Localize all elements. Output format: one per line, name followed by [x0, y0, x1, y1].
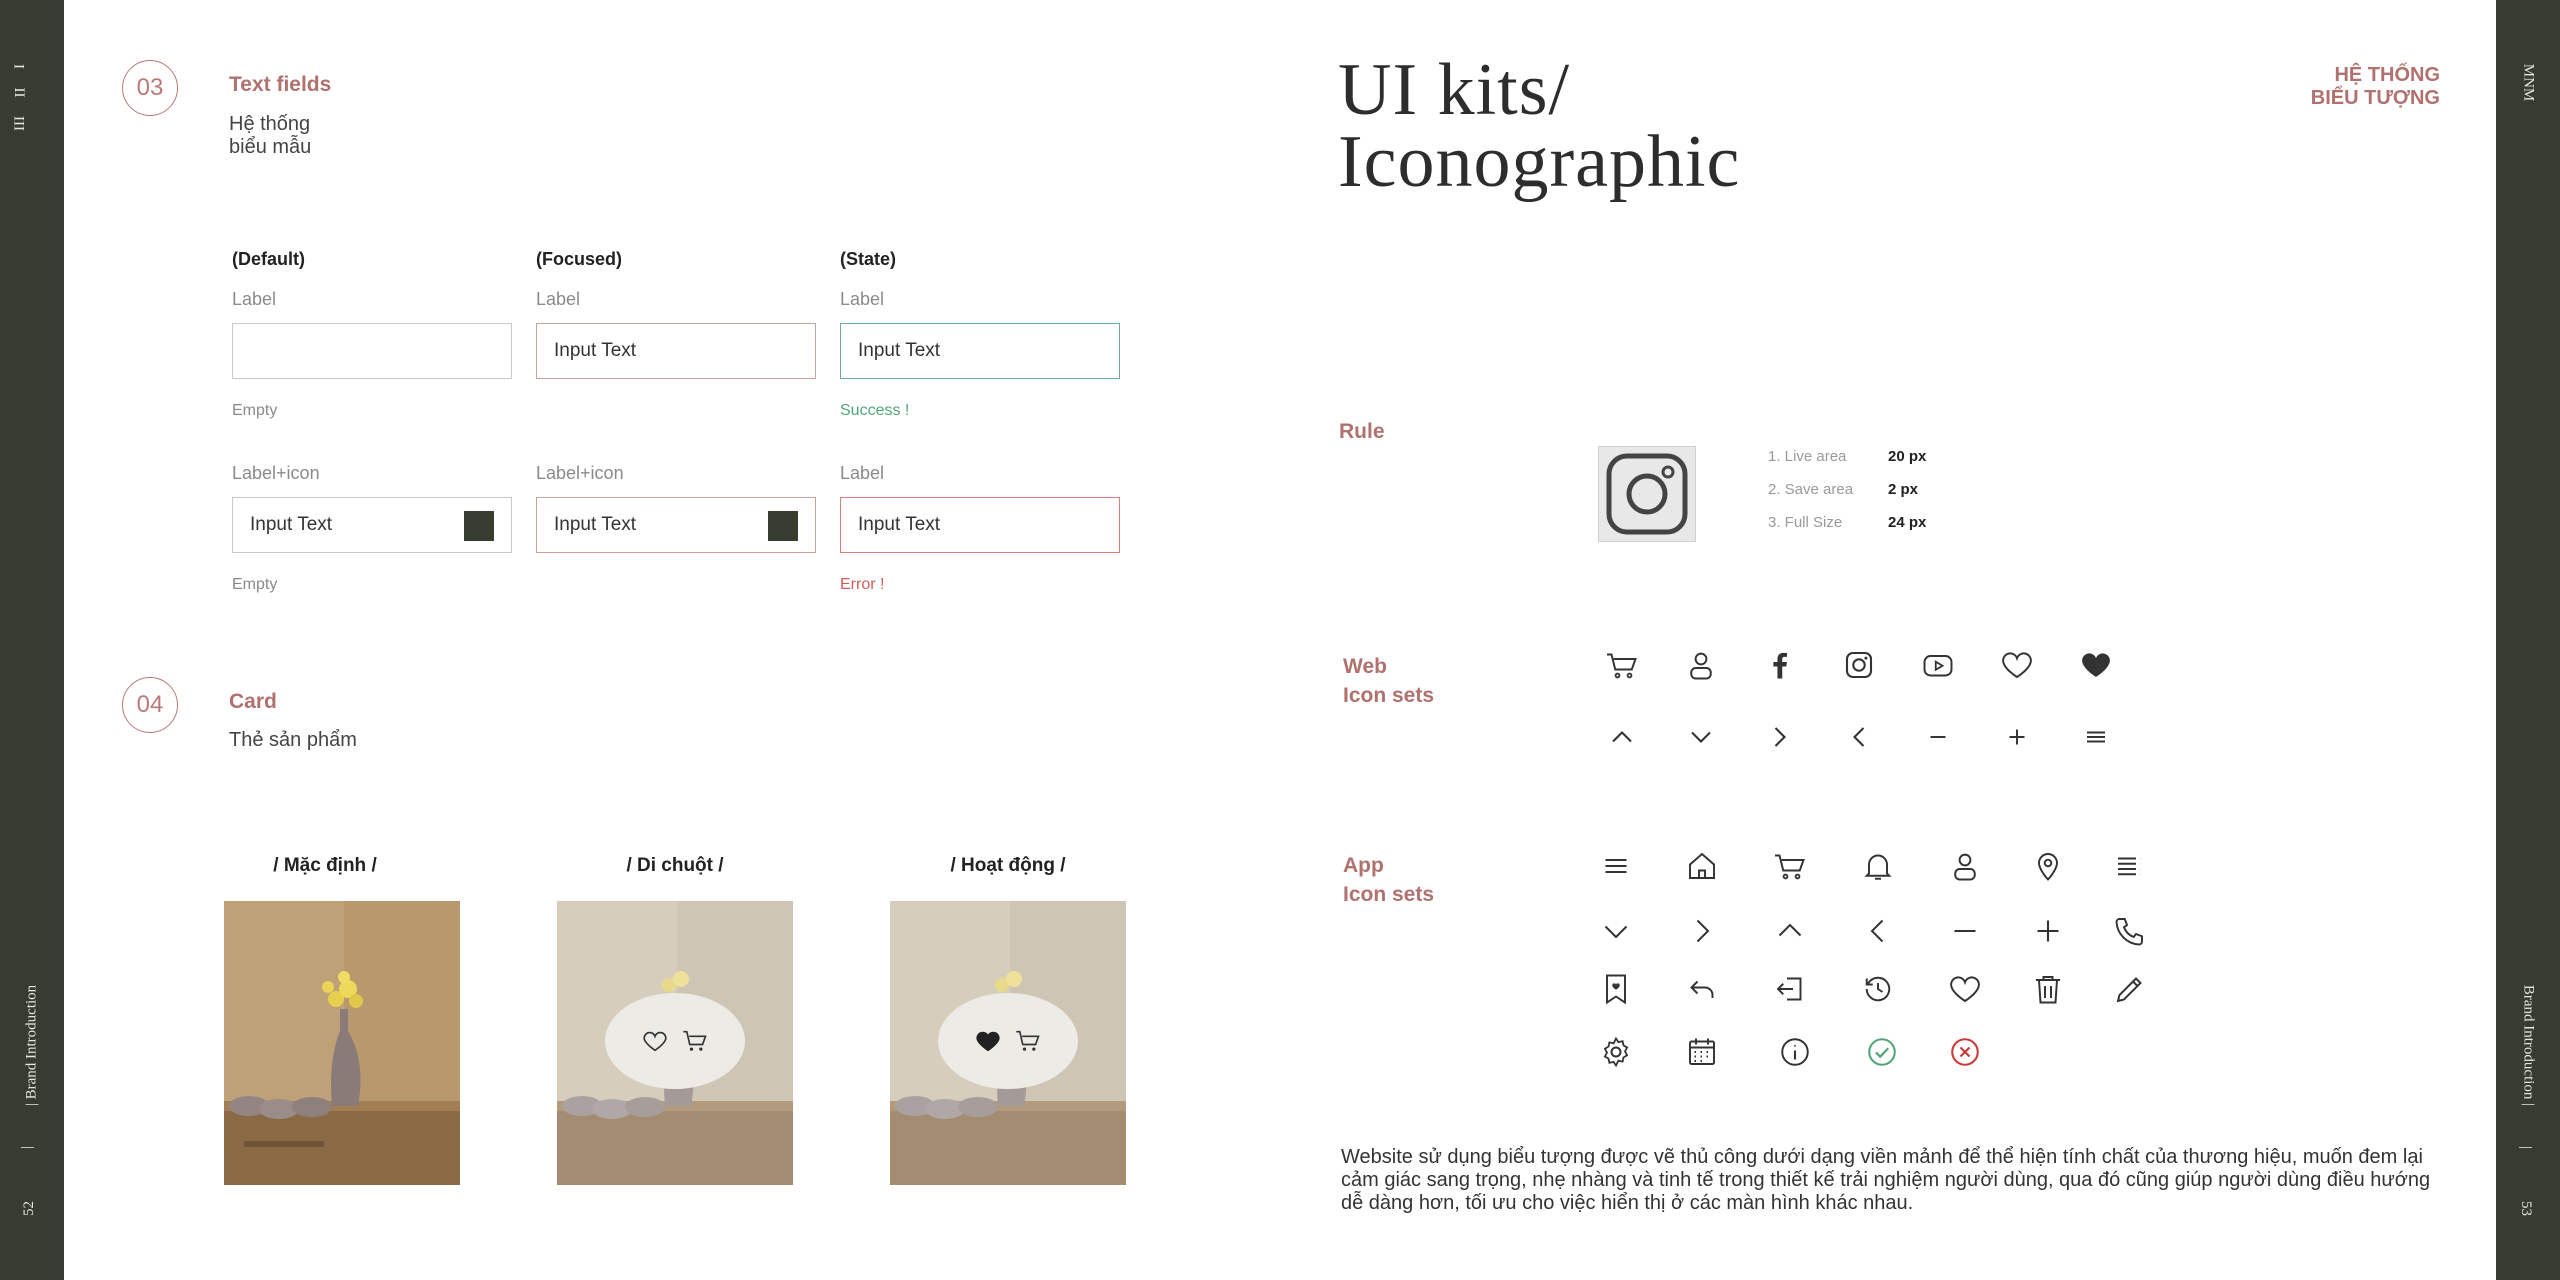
phone-icon: [2112, 913, 2148, 949]
text-field-error[interactable]: [840, 497, 1120, 553]
logout-icon: [1772, 971, 1808, 1007]
chevron-left-icon: [1841, 719, 1877, 755]
sidebar-divider: |: [19, 1145, 36, 1150]
user-icon: [1947, 848, 1983, 884]
cart-icon: [1772, 848, 1808, 884]
error-icon: [1947, 1034, 1983, 1070]
state-focused-heading: (Focused): [536, 249, 623, 269]
helper-text: Empty: [232, 576, 278, 593]
brand-introduction-label: | Brand Introduction: [23, 984, 40, 1107]
rule-spec-label: 3. Full Size: [1768, 514, 1843, 531]
settings-icon: [1598, 1034, 1634, 1070]
app-icon-sets-title: App Icon sets: [1343, 854, 1435, 906]
brand-logo-text: MNM: [2520, 63, 2537, 102]
text-field-default[interactable]: [232, 323, 512, 379]
brand-introduction-label: Brand Introduction |: [2520, 984, 2537, 1107]
trash-icon: [2030, 971, 2066, 1007]
section-subtitle: Hệ thống biểu mẫu: [229, 113, 312, 158]
rule-title: Rule: [1339, 420, 1385, 443]
home-icon: [1684, 848, 1720, 884]
roman-numeral-2: II: [12, 87, 29, 98]
bell-icon: [1860, 848, 1896, 884]
section-title: Text fields: [229, 73, 332, 96]
chevron-down-icon: [1683, 719, 1719, 755]
product-photo: [224, 901, 460, 1185]
rule-spec-label: 2. Save area: [1768, 481, 1854, 498]
menu-icon: [1598, 848, 1634, 884]
heart-filled-icon[interactable]: [974, 1027, 1002, 1055]
product-card-default[interactable]: [224, 901, 460, 1185]
state-state-heading: (State): [840, 249, 897, 269]
rule-spec-label: 1. Live area: [1768, 448, 1847, 465]
plus-icon: [2030, 913, 2066, 949]
chevron-up-icon: [1772, 913, 1808, 949]
field-value: Input Text: [554, 340, 637, 361]
field-label: Label: [232, 289, 277, 309]
pencil-icon: [2112, 971, 2148, 1007]
field-label: Label: [840, 463, 885, 483]
field-label: Label: [536, 289, 581, 309]
bookmark-heart-icon: [1598, 971, 1634, 1007]
left-sidebar: [0, 0, 64, 1280]
roman-numeral-3: III: [12, 116, 28, 131]
text-field-success[interactable]: [840, 323, 1120, 379]
list-icon: [2112, 848, 2148, 884]
iconography-description: Website sử dụng biểu tượng được vẽ thủ công dưới dạng viền mảnh để thể hiện tính chất của thương hiệu, muốn đem lại cảm giác sang trọng, nhẹ nhàng và tinh tế trong thiết kế trải nghiệm người dùng, qua đó cũng giúp người dùng điều hướng dễ dàng hơn, tối ưu cho việc hiển thị ở các màn hình khác nhau.: [1341, 1146, 2431, 1214]
card-action-overlay: [605, 993, 745, 1089]
section-title: Card: [229, 690, 277, 713]
user-icon: [1683, 647, 1719, 683]
heart-outline-icon: [1999, 647, 2035, 683]
field-label: Label: [840, 289, 885, 309]
rule-example-instagram-icon: [1598, 446, 1696, 542]
instagram-icon: [1841, 647, 1877, 683]
minus-icon: [1947, 913, 1983, 949]
cart-icon[interactable]: [1014, 1027, 1042, 1055]
cart-icon: [1604, 647, 1640, 683]
card-state-title: / Hoạt động /: [950, 855, 1066, 876]
state-default-heading: (Default): [232, 249, 305, 269]
field-square-icon[interactable]: [768, 511, 798, 541]
location-icon: [2030, 848, 2066, 884]
success-icon: [1864, 1034, 1900, 1070]
chevron-left-icon: [1860, 913, 1896, 949]
cart-icon[interactable]: [681, 1027, 709, 1055]
card-state-title: / Di chuột /: [626, 855, 724, 876]
page-number: 53: [2518, 1201, 2534, 1216]
field-square-icon[interactable]: [464, 511, 494, 541]
minus-icon: [1920, 719, 1956, 755]
roman-numeral-1: I: [12, 64, 28, 69]
product-card-hover[interactable]: [557, 901, 793, 1185]
section-number-badge: 04: [122, 677, 178, 733]
field-label: Label+icon: [536, 463, 624, 483]
sidebar-divider: |: [2518, 1145, 2535, 1150]
calendar-icon: [1684, 1034, 1720, 1070]
page-heading: HỆ THỐNG BIỂU TƯỢNG: [2310, 64, 2440, 109]
text-field-focused[interactable]: [536, 323, 816, 379]
field-value: Input Text: [858, 340, 941, 361]
text-field-with-icon[interactable]: [232, 497, 512, 553]
reply-icon: [1684, 971, 1720, 1007]
page-title: UI kits/ Iconographic: [1338, 49, 1741, 203]
helper-text: Empty: [232, 402, 278, 419]
heart-outline-icon[interactable]: [641, 1027, 669, 1055]
chevron-down-icon: [1598, 913, 1634, 949]
youtube-icon: [1920, 647, 1956, 683]
rule-spec-value: 24 px: [1888, 514, 1927, 531]
product-card-active[interactable]: [890, 901, 1126, 1185]
chevron-right-icon: [1684, 913, 1720, 949]
section-subtitle: Thẻ sản phẩm: [229, 729, 357, 751]
rule-spec-value: 20 px: [1888, 448, 1927, 465]
helper-text-success: Success !: [840, 402, 910, 419]
rule-spec-value: 2 px: [1888, 481, 1919, 498]
card-state-title: / Mặc định /: [273, 855, 377, 876]
section-number-badge: 03: [122, 60, 178, 116]
field-value: Input Text: [554, 514, 637, 535]
card-action-overlay: [938, 993, 1078, 1089]
helper-text-error: Error !: [840, 576, 885, 593]
right-sidebar: [2496, 0, 2560, 1280]
field-label: Label+icon: [232, 463, 320, 483]
field-value: Input Text: [858, 514, 941, 535]
text-field-with-icon-focused[interactable]: [536, 497, 816, 553]
chevron-right-icon: [1762, 719, 1798, 755]
history-icon: [1860, 971, 1896, 1007]
menu-icon: [2078, 719, 2114, 755]
page-number: 52: [21, 1201, 37, 1216]
heart-filled-icon: [2078, 647, 2114, 683]
plus-icon: [1999, 719, 2035, 755]
facebook-icon: [1762, 647, 1798, 683]
chevron-up-icon: [1604, 719, 1640, 755]
info-icon: [1777, 1034, 1813, 1070]
heart-icon: [1947, 971, 1983, 1007]
field-value: Input Text: [250, 514, 333, 535]
web-icon-sets-title: Web Icon sets: [1343, 655, 1435, 707]
